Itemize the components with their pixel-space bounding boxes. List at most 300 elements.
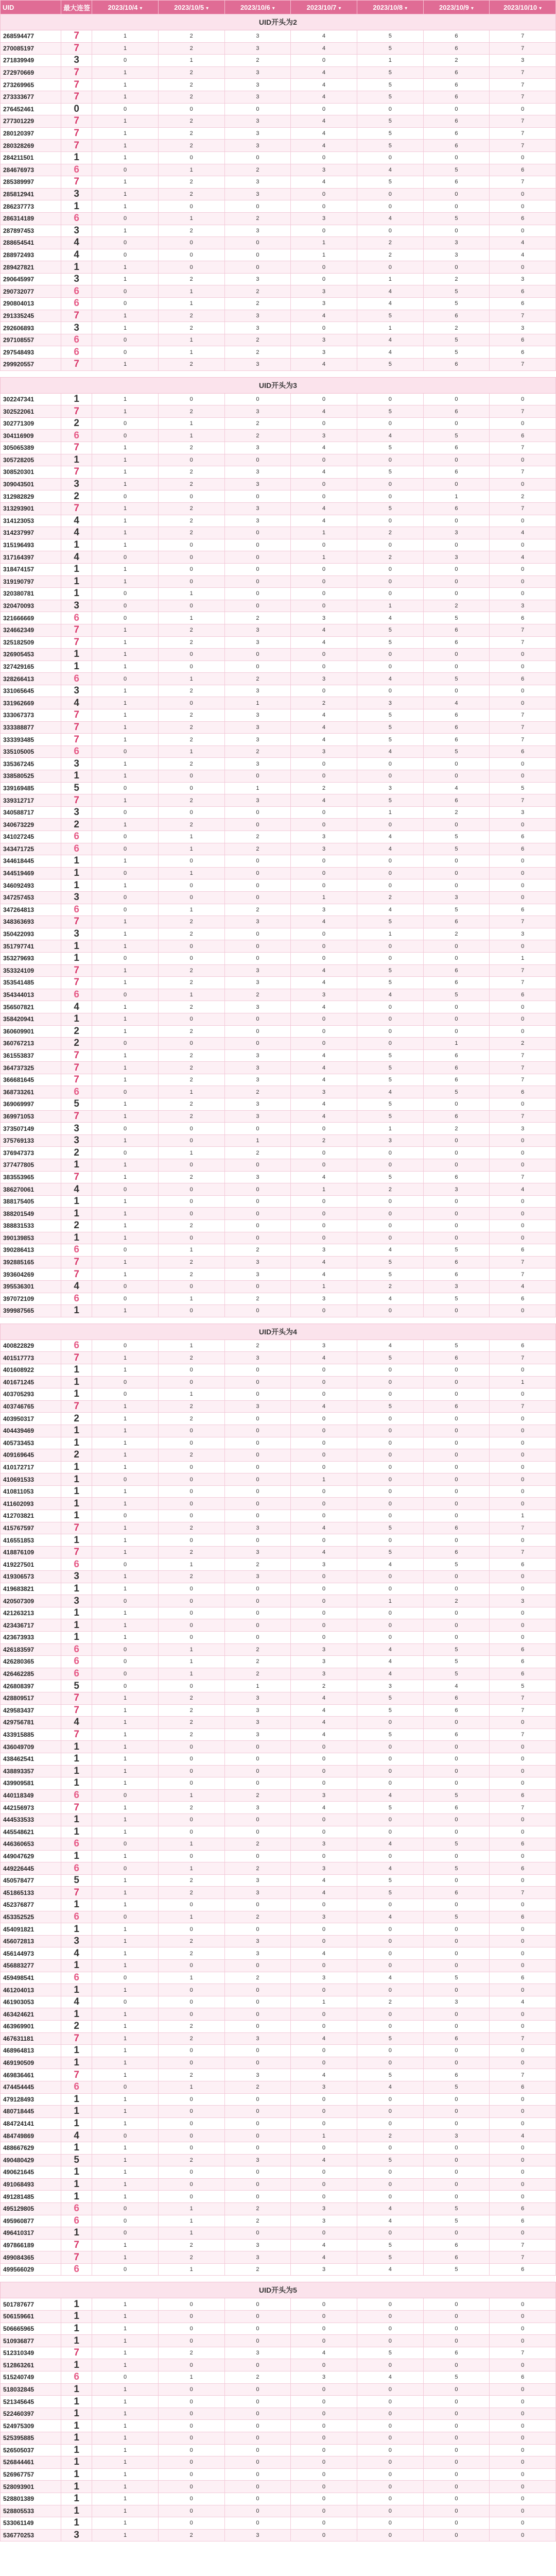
- daily-streak-cell[interactable]: 1: [158, 1862, 224, 1875]
- daily-streak-cell[interactable]: 7: [490, 1728, 556, 1741]
- uid-cell[interactable]: 528801389: [1, 2493, 61, 2505]
- daily-streak-cell[interactable]: 1: [158, 1668, 224, 1680]
- max-streak-cell[interactable]: 1: [61, 1777, 92, 1790]
- daily-streak-cell[interactable]: 1: [92, 1546, 159, 1558]
- daily-streak-cell[interactable]: 3: [224, 1704, 291, 1717]
- daily-streak-cell[interactable]: 3: [291, 673, 357, 685]
- daily-streak-cell[interactable]: 6: [490, 1789, 556, 1802]
- daily-streak-cell[interactable]: 1: [92, 1425, 159, 1437]
- daily-streak-cell[interactable]: 0: [357, 225, 423, 237]
- daily-streak-cell[interactable]: 0: [291, 2493, 357, 2505]
- max-streak-cell[interactable]: 1: [61, 1305, 92, 1317]
- daily-streak-cell[interactable]: 0: [423, 1571, 490, 1583]
- daily-streak-cell[interactable]: 0: [92, 1838, 159, 1851]
- uid-cell[interactable]: 290804013: [1, 298, 61, 310]
- daily-streak-cell[interactable]: 1: [92, 2117, 159, 2130]
- uid-cell[interactable]: 515240749: [1, 2371, 61, 2384]
- daily-streak-cell[interactable]: 0: [158, 2468, 224, 2481]
- daily-streak-cell[interactable]: 0: [92, 1680, 159, 1692]
- daily-streak-cell[interactable]: 4: [291, 977, 357, 989]
- max-streak-cell[interactable]: 7: [61, 794, 92, 807]
- daily-streak-cell[interactable]: 0: [158, 1013, 224, 1025]
- daily-streak-cell[interactable]: 1: [92, 1571, 159, 1583]
- uid-cell[interactable]: 333067373: [1, 709, 61, 722]
- daily-streak-cell[interactable]: 1: [92, 1195, 159, 1208]
- daily-streak-cell[interactable]: 0: [490, 1947, 556, 1960]
- daily-streak-cell[interactable]: 0: [490, 1777, 556, 1790]
- daily-streak-cell[interactable]: 1: [92, 1717, 159, 1729]
- daily-streak-cell[interactable]: 0: [224, 103, 291, 115]
- uid-cell[interactable]: 388201549: [1, 1208, 61, 1220]
- daily-streak-cell[interactable]: 0: [158, 2311, 224, 2323]
- daily-streak-cell[interactable]: 0: [291, 2227, 357, 2240]
- max-streak-cell[interactable]: 1: [61, 1753, 92, 1765]
- daily-streak-cell[interactable]: 0: [423, 588, 490, 600]
- daily-streak-cell[interactable]: 2: [224, 285, 291, 298]
- daily-streak-cell[interactable]: 7: [490, 140, 556, 152]
- uid-cell[interactable]: 368733261: [1, 1086, 61, 1098]
- daily-streak-cell[interactable]: 0: [92, 334, 159, 346]
- daily-streak-cell[interactable]: 1: [92, 855, 159, 868]
- daily-streak-cell[interactable]: 0: [158, 2142, 224, 2154]
- daily-streak-cell[interactable]: 3: [291, 1972, 357, 1984]
- daily-streak-cell[interactable]: 0: [423, 1220, 490, 1232]
- daily-streak-cell[interactable]: 6: [490, 346, 556, 359]
- daily-streak-cell[interactable]: 2: [158, 1947, 224, 1960]
- daily-streak-cell[interactable]: 4: [357, 2371, 423, 2384]
- daily-streak-cell[interactable]: 6: [490, 2371, 556, 2384]
- daily-streak-cell[interactable]: 0: [158, 1534, 224, 1547]
- daily-streak-cell[interactable]: 0: [224, 2408, 291, 2420]
- daily-streak-cell[interactable]: 0: [224, 649, 291, 661]
- max-streak-cell[interactable]: 1: [61, 1814, 92, 1826]
- daily-streak-cell[interactable]: 0: [490, 1583, 556, 1595]
- uid-cell[interactable]: 331962669: [1, 697, 61, 709]
- daily-streak-cell[interactable]: 0: [291, 2529, 357, 2541]
- uid-cell[interactable]: 403950317: [1, 1413, 61, 1425]
- daily-streak-cell[interactable]: 0: [158, 1134, 224, 1147]
- daily-streak-cell[interactable]: 0: [224, 2142, 291, 2154]
- max-streak-cell[interactable]: 6: [61, 1293, 92, 1305]
- daily-streak-cell[interactable]: 0: [490, 758, 556, 770]
- daily-streak-cell[interactable]: 0: [291, 1935, 357, 1947]
- daily-streak-cell[interactable]: 3: [224, 1728, 291, 1741]
- daily-streak-cell[interactable]: 6: [423, 30, 490, 43]
- daily-streak-cell[interactable]: 0: [357, 539, 423, 551]
- max-streak-cell[interactable]: 1: [61, 1984, 92, 1996]
- daily-streak-cell[interactable]: 2: [224, 55, 291, 67]
- daily-streak-cell[interactable]: 1: [92, 1013, 159, 1025]
- daily-streak-cell[interactable]: 6: [423, 794, 490, 807]
- daily-streak-cell[interactable]: 0: [357, 515, 423, 527]
- daily-streak-cell[interactable]: 0: [423, 1826, 490, 1838]
- max-streak-cell[interactable]: 1: [61, 2191, 92, 2203]
- daily-streak-cell[interactable]: 6: [490, 831, 556, 843]
- daily-streak-cell[interactable]: 0: [423, 2444, 490, 2456]
- daily-streak-cell[interactable]: 7: [490, 1546, 556, 1558]
- daily-streak-cell[interactable]: 1: [92, 2529, 159, 2541]
- uid-cell[interactable]: 390139853: [1, 1232, 61, 1244]
- daily-streak-cell[interactable]: 0: [224, 1388, 291, 1401]
- daily-streak-cell[interactable]: 2: [224, 334, 291, 346]
- daily-streak-cell[interactable]: 3: [490, 322, 556, 334]
- daily-streak-cell[interactable]: 0: [291, 1376, 357, 1388]
- daily-streak-cell[interactable]: 0: [357, 1038, 423, 1050]
- daily-streak-cell[interactable]: 0: [357, 1449, 423, 1462]
- daily-streak-cell[interactable]: 6: [490, 430, 556, 442]
- daily-streak-cell[interactable]: 4: [291, 1717, 357, 1729]
- uid-cell[interactable]: 321666669: [1, 612, 61, 624]
- uid-cell[interactable]: 491281485: [1, 2191, 61, 2203]
- max-streak-cell[interactable]: 7: [61, 115, 92, 128]
- uid-cell[interactable]: 288972493: [1, 249, 61, 261]
- daily-streak-cell[interactable]: 5: [357, 30, 423, 43]
- daily-streak-cell[interactable]: 6: [490, 843, 556, 855]
- daily-streak-cell[interactable]: 1: [92, 1461, 159, 1473]
- daily-streak-cell[interactable]: 0: [423, 2008, 490, 2021]
- daily-streak-cell[interactable]: 1: [92, 1960, 159, 1972]
- daily-streak-cell[interactable]: 0: [158, 1850, 224, 1862]
- daily-streak-cell[interactable]: 6: [423, 1074, 490, 1086]
- daily-streak-cell[interactable]: 0: [92, 1862, 159, 1875]
- max-streak-cell[interactable]: 1: [61, 1388, 92, 1401]
- daily-streak-cell[interactable]: 1: [92, 1256, 159, 1268]
- daily-streak-cell[interactable]: 0: [423, 2323, 490, 2335]
- daily-streak-cell[interactable]: 0: [490, 891, 556, 904]
- daily-streak-cell[interactable]: 0: [224, 1984, 291, 1996]
- daily-streak-cell[interactable]: 5: [490, 782, 556, 794]
- daily-streak-cell[interactable]: 4: [357, 1862, 423, 1875]
- daily-streak-cell[interactable]: 4: [357, 346, 423, 359]
- max-streak-cell[interactable]: 1: [61, 2432, 92, 2445]
- daily-streak-cell[interactable]: 2: [158, 2239, 224, 2251]
- daily-streak-cell[interactable]: 1: [92, 1449, 159, 1462]
- daily-streak-cell[interactable]: 0: [423, 2298, 490, 2311]
- daily-streak-cell[interactable]: 0: [490, 103, 556, 115]
- daily-streak-cell[interactable]: 0: [158, 1208, 224, 1220]
- daily-streak-cell[interactable]: 6: [490, 2081, 556, 2093]
- daily-streak-cell[interactable]: 0: [357, 1195, 423, 1208]
- max-streak-cell[interactable]: 1: [61, 2468, 92, 2481]
- uid-cell[interactable]: 444533533: [1, 1814, 61, 1826]
- daily-streak-cell[interactable]: 1: [92, 1692, 159, 1704]
- daily-streak-cell[interactable]: 0: [357, 1923, 423, 1936]
- daily-streak-cell[interactable]: 4: [423, 697, 490, 709]
- daily-streak-cell[interactable]: 0: [357, 2106, 423, 2118]
- daily-streak-cell[interactable]: 1: [291, 1183, 357, 1196]
- daily-streak-cell[interactable]: 4: [291, 1268, 357, 1281]
- daily-streak-cell[interactable]: 1: [357, 928, 423, 940]
- daily-streak-cell[interactable]: 2: [224, 430, 291, 442]
- daily-streak-cell[interactable]: 1: [92, 1062, 159, 1074]
- daily-streak-cell[interactable]: 7: [490, 636, 556, 649]
- max-streak-cell[interactable]: 7: [61, 30, 92, 43]
- max-streak-cell[interactable]: 7: [61, 734, 92, 746]
- daily-streak-cell[interactable]: 0: [490, 1159, 556, 1172]
- daily-streak-cell[interactable]: 3: [224, 1571, 291, 1583]
- daily-streak-cell[interactable]: 2: [224, 2081, 291, 2093]
- max-streak-cell[interactable]: 3: [61, 1123, 92, 1135]
- daily-streak-cell[interactable]: 0: [224, 1923, 291, 1936]
- max-streak-cell[interactable]: 7: [61, 1062, 92, 1074]
- daily-streak-cell[interactable]: 0: [357, 1001, 423, 1013]
- uid-cell[interactable]: 449226445: [1, 1862, 61, 1875]
- daily-streak-cell[interactable]: 0: [92, 237, 159, 249]
- uid-cell[interactable]: 287897453: [1, 225, 61, 237]
- daily-streak-cell[interactable]: 1: [92, 527, 159, 539]
- daily-streak-cell[interactable]: 3: [490, 1595, 556, 1607]
- daily-streak-cell[interactable]: 0: [92, 417, 159, 430]
- daily-streak-cell[interactable]: 6: [423, 115, 490, 128]
- max-streak-cell[interactable]: 7: [61, 442, 92, 454]
- max-streak-cell[interactable]: 7: [61, 1704, 92, 1717]
- uid-cell[interactable]: 403746765: [1, 1400, 61, 1413]
- daily-streak-cell[interactable]: 1: [158, 212, 224, 225]
- daily-streak-cell[interactable]: 1: [92, 1025, 159, 1038]
- daily-streak-cell[interactable]: 2: [158, 1704, 224, 1717]
- daily-streak-cell[interactable]: 3: [423, 249, 490, 261]
- daily-streak-cell[interactable]: 1: [92, 928, 159, 940]
- daily-streak-cell[interactable]: 0: [224, 1025, 291, 1038]
- daily-streak-cell[interactable]: 0: [357, 1619, 423, 1632]
- max-streak-cell[interactable]: 2: [61, 2021, 92, 2033]
- uid-cell[interactable]: 318474157: [1, 563, 61, 575]
- daily-streak-cell[interactable]: 1: [158, 2371, 224, 2384]
- daily-streak-cell[interactable]: 4: [291, 2032, 357, 2045]
- daily-streak-cell[interactable]: 0: [490, 2359, 556, 2371]
- daily-streak-cell[interactable]: 1: [92, 1074, 159, 1086]
- max-streak-cell[interactable]: 7: [61, 1692, 92, 1704]
- daily-streak-cell[interactable]: 0: [357, 879, 423, 892]
- daily-streak-cell[interactable]: 0: [92, 891, 159, 904]
- daily-streak-cell[interactable]: 0: [291, 1013, 357, 1025]
- daily-streak-cell[interactable]: 0: [224, 2178, 291, 2191]
- daily-streak-cell[interactable]: 0: [423, 1134, 490, 1147]
- max-streak-cell[interactable]: 7: [61, 1546, 92, 1558]
- max-streak-cell[interactable]: 3: [61, 2529, 92, 2541]
- daily-streak-cell[interactable]: 2: [158, 1352, 224, 1364]
- daily-streak-cell[interactable]: 1: [490, 1376, 556, 1388]
- daily-streak-cell[interactable]: 3: [291, 1656, 357, 1668]
- daily-streak-cell[interactable]: 0: [423, 1960, 490, 1972]
- uid-cell[interactable]: 480718445: [1, 2106, 61, 2118]
- daily-streak-cell[interactable]: 0: [92, 1038, 159, 1050]
- daily-streak-cell[interactable]: 0: [291, 2117, 357, 2130]
- daily-streak-cell[interactable]: 1: [92, 649, 159, 661]
- uid-cell[interactable]: 369069997: [1, 1098, 61, 1111]
- max-streak-cell[interactable]: 1: [61, 940, 92, 953]
- daily-streak-cell[interactable]: 0: [357, 1571, 423, 1583]
- uid-cell[interactable]: 347264813: [1, 904, 61, 916]
- daily-streak-cell[interactable]: 0: [224, 2335, 291, 2347]
- daily-streak-cell[interactable]: 3: [490, 600, 556, 612]
- daily-streak-cell[interactable]: 0: [490, 1001, 556, 1013]
- daily-streak-cell[interactable]: 0: [490, 1753, 556, 1765]
- uid-cell[interactable]: 456883277: [1, 1960, 61, 1972]
- daily-streak-cell[interactable]: 7: [490, 1074, 556, 1086]
- max-streak-cell[interactable]: 1: [61, 539, 92, 551]
- daily-streak-cell[interactable]: 2: [158, 1571, 224, 1583]
- uid-cell[interactable]: 438893357: [1, 1765, 61, 1777]
- daily-streak-cell[interactable]: 0: [357, 1899, 423, 1911]
- daily-streak-cell[interactable]: 0: [224, 393, 291, 405]
- daily-streak-cell[interactable]: 1: [92, 1777, 159, 1790]
- daily-streak-cell[interactable]: 2: [158, 1717, 224, 1729]
- daily-streak-cell[interactable]: 7: [490, 977, 556, 989]
- max-streak-cell[interactable]: 6: [61, 164, 92, 176]
- daily-streak-cell[interactable]: 3: [224, 310, 291, 322]
- daily-streak-cell[interactable]: 1: [92, 2383, 159, 2396]
- max-streak-cell[interactable]: 1: [61, 2093, 92, 2106]
- uid-cell[interactable]: 536770253: [1, 2529, 61, 2541]
- uid-cell[interactable]: 320380781: [1, 588, 61, 600]
- daily-streak-cell[interactable]: 7: [490, 1802, 556, 1814]
- daily-streak-cell[interactable]: 2: [158, 1256, 224, 1268]
- daily-streak-cell[interactable]: 0: [224, 249, 291, 261]
- daily-streak-cell[interactable]: 0: [490, 2408, 556, 2420]
- daily-streak-cell[interactable]: 0: [357, 1437, 423, 1449]
- daily-streak-cell[interactable]: 4: [291, 2347, 357, 2359]
- uid-cell[interactable]: 335367245: [1, 758, 61, 770]
- daily-streak-cell[interactable]: 1: [158, 1789, 224, 1802]
- max-streak-cell[interactable]: 1: [61, 2481, 92, 2493]
- daily-streak-cell[interactable]: 5: [423, 346, 490, 359]
- daily-streak-cell[interactable]: 0: [357, 1147, 423, 1159]
- daily-streak-cell[interactable]: 1: [92, 2468, 159, 2481]
- max-streak-cell[interactable]: 5: [61, 1874, 92, 1887]
- uid-cell[interactable]: 409169645: [1, 1449, 61, 1462]
- daily-streak-cell[interactable]: 2: [357, 551, 423, 564]
- daily-streak-cell[interactable]: 5: [357, 2239, 423, 2251]
- daily-streak-cell[interactable]: 0: [357, 1413, 423, 1425]
- daily-streak-cell[interactable]: 0: [224, 1632, 291, 1644]
- daily-streak-cell[interactable]: 0: [291, 1583, 357, 1595]
- daily-streak-cell[interactable]: 0: [423, 1510, 490, 1522]
- daily-streak-cell[interactable]: 5: [357, 127, 423, 140]
- daily-streak-cell[interactable]: 1: [92, 66, 159, 79]
- daily-streak-cell[interactable]: 0: [224, 1461, 291, 1473]
- daily-streak-cell[interactable]: 0: [423, 1777, 490, 1790]
- daily-streak-cell[interactable]: 3: [224, 1522, 291, 1534]
- daily-streak-cell[interactable]: 1: [92, 1498, 159, 1510]
- daily-streak-cell[interactable]: 6: [490, 2202, 556, 2215]
- daily-streak-cell[interactable]: 0: [423, 2093, 490, 2106]
- daily-streak-cell[interactable]: 2: [158, 2529, 224, 2541]
- daily-streak-cell[interactable]: 4: [490, 1183, 556, 1196]
- daily-streak-cell[interactable]: 0: [92, 1293, 159, 1305]
- daily-streak-cell[interactable]: 6: [423, 916, 490, 928]
- daily-streak-cell[interactable]: 0: [224, 490, 291, 503]
- daily-streak-cell[interactable]: 2: [158, 1062, 224, 1074]
- daily-streak-cell[interactable]: 0: [291, 478, 357, 490]
- max-streak-cell[interactable]: 1: [61, 1826, 92, 1838]
- daily-streak-cell[interactable]: 4: [291, 1171, 357, 1183]
- daily-streak-cell[interactable]: 0: [158, 1741, 224, 1753]
- uid-cell[interactable]: 418876109: [1, 1546, 61, 1558]
- max-streak-cell[interactable]: 2: [61, 1449, 92, 1462]
- uid-cell[interactable]: 333388877: [1, 721, 61, 734]
- daily-streak-cell[interactable]: 1: [92, 2432, 159, 2445]
- daily-streak-cell[interactable]: 5: [423, 2202, 490, 2215]
- daily-streak-cell[interactable]: 4: [291, 1802, 357, 1814]
- daily-streak-cell[interactable]: 0: [291, 1437, 357, 1449]
- daily-streak-cell[interactable]: 0: [423, 1498, 490, 1510]
- daily-streak-cell[interactable]: 5: [357, 1400, 423, 1413]
- daily-streak-cell[interactable]: 1: [92, 2021, 159, 2033]
- daily-streak-cell[interactable]: 0: [357, 1364, 423, 1376]
- daily-streak-cell[interactable]: 2: [423, 1595, 490, 1607]
- daily-streak-cell[interactable]: 0: [158, 1595, 224, 1607]
- daily-streak-cell[interactable]: 0: [224, 879, 291, 892]
- daily-streak-cell[interactable]: 6: [423, 721, 490, 734]
- daily-streak-cell[interactable]: 1: [291, 891, 357, 904]
- daily-streak-cell[interactable]: 0: [423, 2396, 490, 2408]
- max-streak-cell[interactable]: 1: [61, 1364, 92, 1376]
- daily-streak-cell[interactable]: 0: [224, 952, 291, 964]
- daily-streak-cell[interactable]: 1: [92, 575, 159, 588]
- daily-streak-cell[interactable]: 7: [490, 2239, 556, 2251]
- daily-streak-cell[interactable]: 0: [357, 1607, 423, 1619]
- daily-streak-cell[interactable]: 0: [291, 490, 357, 503]
- max-streak-cell[interactable]: 4: [61, 1280, 92, 1293]
- uid-cell[interactable]: 354344013: [1, 989, 61, 1001]
- daily-streak-cell[interactable]: 0: [158, 490, 224, 503]
- uid-cell[interactable]: 305065389: [1, 442, 61, 454]
- daily-streak-cell[interactable]: 0: [224, 2008, 291, 2021]
- daily-streak-cell[interactable]: 3: [291, 1086, 357, 1098]
- daily-streak-cell[interactable]: 1: [158, 164, 224, 176]
- daily-streak-cell[interactable]: 0: [423, 2021, 490, 2033]
- max-streak-cell[interactable]: 1: [61, 1437, 92, 1449]
- daily-streak-cell[interactable]: 2: [158, 624, 224, 636]
- daily-streak-cell[interactable]: 0: [357, 588, 423, 600]
- max-streak-cell[interactable]: 1: [61, 1159, 92, 1172]
- daily-streak-cell[interactable]: 0: [291, 1485, 357, 1498]
- daily-streak-cell[interactable]: 1: [92, 225, 159, 237]
- daily-streak-cell[interactable]: 0: [490, 2456, 556, 2469]
- daily-streak-cell[interactable]: 4: [490, 2130, 556, 2142]
- daily-streak-cell[interactable]: 1: [92, 1049, 159, 1062]
- daily-streak-cell[interactable]: 1: [92, 1984, 159, 1996]
- daily-streak-cell[interactable]: 6: [490, 285, 556, 298]
- daily-streak-cell[interactable]: 3: [224, 636, 291, 649]
- daily-streak-cell[interactable]: 3: [291, 1643, 357, 1656]
- uid-cell[interactable]: 403705293: [1, 1388, 61, 1401]
- daily-streak-cell[interactable]: 4: [357, 1086, 423, 1098]
- max-streak-cell[interactable]: 3: [61, 600, 92, 612]
- uid-cell[interactable]: 331065645: [1, 685, 61, 697]
- daily-streak-cell[interactable]: 2: [224, 1558, 291, 1571]
- daily-streak-cell[interactable]: 1: [224, 1134, 291, 1147]
- daily-streak-cell[interactable]: 0: [357, 855, 423, 868]
- daily-streak-cell[interactable]: 3: [291, 2263, 357, 2276]
- daily-streak-cell[interactable]: 1: [158, 1340, 224, 1352]
- daily-streak-cell[interactable]: 7: [490, 916, 556, 928]
- daily-streak-cell[interactable]: 1: [92, 2359, 159, 2371]
- daily-streak-cell[interactable]: 0: [158, 103, 224, 115]
- uid-cell[interactable]: 343471725: [1, 843, 61, 855]
- daily-streak-cell[interactable]: 0: [224, 1960, 291, 1972]
- daily-streak-cell[interactable]: 1: [92, 261, 159, 274]
- daily-streak-cell[interactable]: 0: [423, 819, 490, 831]
- daily-streak-cell[interactable]: 2: [224, 1972, 291, 1984]
- daily-streak-cell[interactable]: 1: [158, 2081, 224, 2093]
- daily-streak-cell[interactable]: 3: [224, 2032, 291, 2045]
- daily-streak-cell[interactable]: 6: [423, 502, 490, 515]
- daily-streak-cell[interactable]: 2: [158, 685, 224, 697]
- daily-streak-cell[interactable]: 3: [291, 1558, 357, 1571]
- max-streak-cell[interactable]: 1: [61, 1923, 92, 1936]
